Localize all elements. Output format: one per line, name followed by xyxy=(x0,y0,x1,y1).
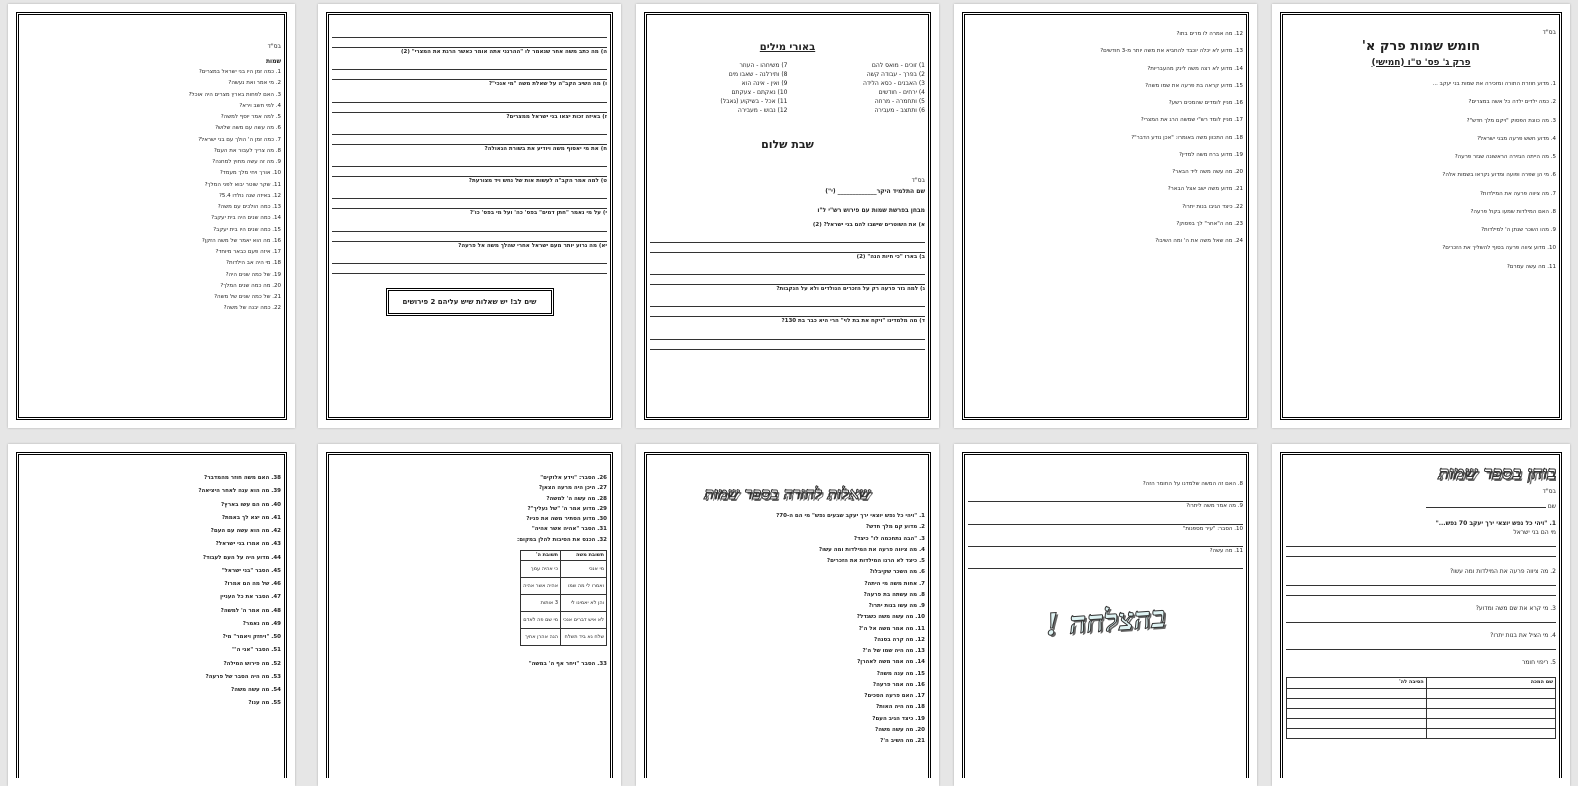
name-label: שם xyxy=(1547,503,1556,510)
question-item: 5. כיצד לא הרגו המילדות את הזכרים? xyxy=(826,558,925,564)
table-row xyxy=(1287,708,1556,718)
question-list xyxy=(332,474,607,544)
question-list xyxy=(22,474,281,708)
question-item: 27. היכן היה מרעה הצאן? xyxy=(538,485,607,492)
glossary-item: 10) נאקתם - צעקתם xyxy=(731,89,788,96)
question-item: 32. הכנס את הסיבות להלן במקום: xyxy=(517,536,607,543)
question-item: 45. הסבר "בני ישראל" xyxy=(221,567,281,574)
answer-line[interactable] xyxy=(332,70,607,80)
question-item: 18. מה היה האות? xyxy=(875,704,925,711)
question-item: 39. מה הוא ענה לאחר היציאה? xyxy=(198,488,281,495)
question-item: 9. מהו השכר שנתן ה' למילדות? xyxy=(1481,227,1556,233)
question-list xyxy=(332,48,607,274)
page-thumbnail-1[interactable] xyxy=(8,4,295,428)
table-header: תשובת משה xyxy=(561,550,607,561)
question-item: 40. מה הם עשו בארץ? xyxy=(221,501,281,508)
question-item: 28. מה עשה ה' למשה? xyxy=(546,495,607,502)
glossary-item: 12) נבוש - מעבירה xyxy=(737,107,788,114)
table-header: תשובת ה' xyxy=(521,550,561,561)
table-cell[interactable] xyxy=(1287,728,1427,738)
question-item: 16. מניין לומדים שהמכים רשע? xyxy=(1168,100,1243,106)
question-item: 52. מה פירוש המילה? xyxy=(223,660,281,667)
table-cell[interactable] xyxy=(1426,688,1555,698)
question-item: 13. כמה הולכים עם משה? xyxy=(217,204,281,210)
table-cell[interactable] xyxy=(1287,688,1427,698)
page-title: שמות xyxy=(265,58,281,65)
question-item: 17. מניין לומד רש"י שמשה הרג את המצרי? xyxy=(1140,117,1243,124)
question-item: 24. מה שאל משה את ה' ומה השיבו? xyxy=(1155,238,1243,244)
question-item: 9. מה זה עשה מחוץ למחנה? xyxy=(212,159,281,165)
answer-line[interactable] xyxy=(332,199,607,209)
question-item: 21. מה השיב ה'? xyxy=(880,738,925,744)
glossary-item: 2) בפרך - עבודה קשה xyxy=(866,71,925,78)
glossary-item: 3) האבנים - כסא הלידה xyxy=(862,80,925,87)
table-row xyxy=(1287,698,1556,708)
page-thumbnail-8[interactable] xyxy=(636,444,939,786)
page-title: חומש שמות פרק א' xyxy=(1361,39,1481,54)
success-banner: בהצלחה ! xyxy=(1044,599,1167,644)
question-item: 17. איזה פעם כבאר מיוחד? xyxy=(215,249,281,255)
table-header: שם המכה xyxy=(1426,678,1555,689)
question-item: 42. מה הוא עשה עם העם? xyxy=(210,528,281,534)
question-item: ז) באיזה זכות יצאו בני ישראל ממצרים? xyxy=(506,113,607,120)
question-item: 8. האם המילדות שמעו בקול פרעה? xyxy=(1470,208,1556,215)
question-item: 17. האם פרעה הסכים? xyxy=(864,693,925,699)
answer-line[interactable] xyxy=(332,103,607,113)
question-item: 41. מה יצא לך באמת? xyxy=(221,514,281,521)
question-item: 51. הסבר "אני ה'" xyxy=(232,647,281,654)
page-thumbnail-4[interactable] xyxy=(954,4,1257,428)
table-row xyxy=(1287,688,1556,698)
answer-line[interactable] xyxy=(650,275,925,285)
table-cell: שלח נא ביד תשלח xyxy=(561,629,607,646)
answer-line[interactable] xyxy=(332,135,607,145)
q4: 4. מי הציל את בנות יתרו? xyxy=(1490,632,1556,639)
question-item: 50. "ויחזק ויאמר" מי? xyxy=(222,634,281,640)
answer-line[interactable] xyxy=(650,307,925,317)
question-item: 1. "ויהי כל נפש יוצאי ירך יעקב שבעים נפש" מי הם ה-70? xyxy=(776,513,925,519)
q5: 5. ריפוי חומר xyxy=(1521,659,1556,666)
question-item: 5. למה אמר יוסף למשה? xyxy=(220,114,281,120)
name-label: שם התלמיד היקר_____________ (י") xyxy=(825,187,925,195)
answer-line[interactable] xyxy=(332,157,607,167)
table-row xyxy=(1287,718,1556,728)
answer-line[interactable] xyxy=(650,265,925,275)
answer-line[interactable] xyxy=(650,233,925,243)
q1: 1. "ויהי כל נפש יוצאי ירך יעקב 70 נפש..." xyxy=(1435,520,1556,527)
answer-line[interactable] xyxy=(332,125,607,135)
question-item: 7. אחות משה מי היתה? xyxy=(864,580,925,587)
glossary-item: 1) זוכים - מואס להם xyxy=(871,62,925,69)
table-cell: הנה אהרן אחיך xyxy=(521,629,561,646)
shabbat-shalom: שבת שלום xyxy=(761,138,814,151)
question-item: ו) מה השיב הקב"ה על שאלת משה "מי אנכי"? xyxy=(488,81,607,88)
page-header: בס"ד xyxy=(911,176,925,184)
glossary-item: 5) ותחמרה - מרחה xyxy=(874,98,925,105)
table-cell[interactable] xyxy=(1426,718,1555,728)
question-item: 3. האם לפחות בארץ מצרים היה אוכל? xyxy=(188,91,281,98)
question-item: 23. מה ה"אחר" לך בפסוק? xyxy=(1176,220,1243,227)
question-item: 10. מדוע ציווה פרעה בסוף להשליך את הזכרים? xyxy=(1442,245,1556,252)
page-thumbnail-2[interactable] xyxy=(318,4,621,428)
table-cell: לא איש דברים אנכי xyxy=(561,612,607,629)
question-item: 49. מה נאמר? xyxy=(242,620,281,627)
table-cell[interactable] xyxy=(1426,708,1555,718)
page-subtitle: פרק ג' פס' ט"ו (חמישי) xyxy=(1371,57,1471,68)
question-item: 3. מה כוונת הפסוק "ויקם מלך חדש"? xyxy=(1466,117,1556,124)
question-item: יא) מה גרוע יותר מעם ישראל אחרי שהלך משה אל פרעה? xyxy=(458,242,607,249)
question-item: 53. מה היה הסבר של פרעה? xyxy=(205,673,281,680)
answer-line[interactable] xyxy=(332,189,607,199)
q2: 2. מה ציווה פרעה את המילדות ומה עשו? xyxy=(1450,568,1556,575)
question-item: 19. של כמה שנים היה? xyxy=(225,271,281,278)
answer-line[interactable] xyxy=(968,537,1243,547)
question-item: 16. מה אמר פרעה? xyxy=(872,681,925,688)
page-header: בס"ד xyxy=(267,43,281,50)
question-item: 8. האם זה המשה שלמדנו על החומר הזה? xyxy=(1142,481,1243,487)
question-item: ח) את מי יאסוף משה ויודיע את בשורת הגאולה? xyxy=(484,145,607,152)
question-item: 31. הסבר "אהיה אשר אהיה" xyxy=(531,526,607,533)
page-title: שאלות לחזרה בספר שמות xyxy=(704,484,871,503)
page-header: בס"ד xyxy=(1542,488,1556,495)
question-item: 12. באיזה שנה נולדו 5.4? xyxy=(218,192,281,199)
footer-question: 33. הסבר "ויחר אף ה' במשה" xyxy=(528,661,607,668)
quiz-title: מבחן בפרשת שמות עם פירוש רש"י ל"ו xyxy=(817,206,925,214)
table-row xyxy=(521,612,607,629)
table-row xyxy=(521,595,607,612)
glossary-item: 6) ותתצב - מעבירה xyxy=(874,107,925,114)
question-item: ג) למה גזר פרעה רק על הזכרים הנולדים ולא על הנקבות? xyxy=(776,286,925,292)
question-item: ד) מה מלמדינו "ויקח את בת לוי" הרי היא כבר בת 130? xyxy=(781,318,925,325)
question-list xyxy=(650,221,925,350)
answer-line[interactable] xyxy=(650,243,925,253)
question-item: 1. מדוע חוזרת התורה ומזכירה את שמות בני יעקב ... xyxy=(1432,81,1556,87)
question-item: 9. מה אמר משה ליתרו? xyxy=(1186,503,1243,510)
question-list xyxy=(968,480,1243,569)
question-item: 4. מה ציווה פרעה את המילדות ומה עשו? xyxy=(818,546,925,553)
question-item: 14. מה אמר משה לאהרן? xyxy=(857,659,925,666)
question-item: 10. אורך ויחי מלך מעמד? xyxy=(219,170,281,177)
question-item: 19. כיצד הגיב העם? xyxy=(872,715,925,722)
answer-line[interactable] xyxy=(332,264,607,274)
question-item: ב) בארו "כי חיות הנה" (2) xyxy=(856,253,925,260)
question-item: 26. הסבר: "וידע אלוקים" xyxy=(540,475,607,481)
glossary-title: באורי מילים xyxy=(759,42,816,53)
question-item: 2. מי אמר ואת נעשה? xyxy=(228,80,281,87)
question-item: 47. הסבר את כל העניין xyxy=(220,594,281,601)
question-item: 7. כמה זמן ה' הולך עם בני ישראל? xyxy=(198,136,281,143)
table-cell[interactable] xyxy=(1426,698,1555,708)
question-item: 6. מי הן שפרה ופועה ומדוע נקראו בשמות אלה? xyxy=(1442,172,1556,179)
answer-line[interactable] xyxy=(968,515,1243,525)
page-thumbnail-9[interactable] xyxy=(954,444,1257,786)
question-item: 12. מה קרה בסנה? xyxy=(874,636,925,643)
question-item: 46. של מה הם אמרו? xyxy=(224,581,281,587)
question-list xyxy=(650,512,925,745)
answer-line[interactable] xyxy=(332,93,607,103)
question-item: 54. מה עשה משה? xyxy=(231,687,281,693)
question-item: 12. מה אמרה לו מרים בתו? xyxy=(1176,31,1243,37)
question-item: 5. מה הייתה הגזירה הראשונה שגזר פרעה? xyxy=(1454,154,1556,160)
answer-line[interactable] xyxy=(650,297,925,307)
question-item: 48. מה אמר ה' למשה? xyxy=(220,607,281,614)
question-item: 29. מדוע אמר ה' "של נעליך"? xyxy=(527,505,607,512)
answer-line[interactable] xyxy=(332,232,607,242)
answer-line[interactable] xyxy=(650,340,925,350)
question-item: 9. מה עשו בנות יתרו? xyxy=(868,603,925,609)
question-item: א) את השוטרים שישבו להם בני ישראל? (2) xyxy=(812,221,925,228)
table-cell: מי אנכי xyxy=(561,561,607,578)
question-list xyxy=(968,30,1243,245)
question-item: י) על מי נאמר "חתן דמים" בפס' כה' ועל מי בפס' כו'? xyxy=(469,210,607,217)
table-cell[interactable] xyxy=(1426,728,1555,738)
question-item: 18. מי היה אב הילדות? xyxy=(226,260,281,267)
table-row xyxy=(521,578,607,595)
table-header: הסיבה לה' xyxy=(1287,678,1427,689)
question-item: 55. מה ענו? xyxy=(248,700,281,707)
table-row xyxy=(521,561,607,578)
question-item: 13. מדוע לא יכלה יוכבד להחביא את משה יותר מ-3 חודשים? xyxy=(1100,48,1243,55)
page-thumbnail-7[interactable] xyxy=(318,444,621,786)
question-item: 1. כמה זמן היו בני ישראל במצרים? xyxy=(198,69,281,75)
question-item: 10. הסבר: "עיר מספנות" xyxy=(1182,525,1243,532)
table-cell: ואמרו לי מה שמו xyxy=(561,578,607,595)
answer-line[interactable] xyxy=(968,559,1243,569)
question-item: 4. מדוע חשש פרעה מבני ישראל? xyxy=(1477,135,1556,142)
question-item: 2. מדוע קם מלך חדש? xyxy=(865,524,925,531)
question-item: 11. מה עשה? xyxy=(1209,547,1243,554)
glossary-item: 4) ירחים - חודשים xyxy=(878,89,925,96)
question-item: 44. מדוע היה על העם לעבוד? xyxy=(202,554,281,561)
question-item: 8. מה צריך לעבור את העם? xyxy=(213,147,281,154)
question-list xyxy=(1286,80,1556,271)
table-cell: 3 אותות xyxy=(521,595,561,612)
question-item: ט) למה אמר הקב"ה לעשות אות של נחש ויד מצורעת? xyxy=(468,178,607,184)
question-item: 7. מה ציווה פרעה את המילדות? xyxy=(1480,190,1556,197)
question-item: 19. מדוע ברח משה למדין? xyxy=(1178,151,1243,158)
answer-line[interactable] xyxy=(332,167,607,177)
answers-table xyxy=(520,550,607,647)
glossary-item: 8) ותירלנה - שאבו מים xyxy=(728,71,788,78)
question-item: ה) מה כתב משה אחר שנאמר לו "ההרגני אתה אומר כאשר הרגת את המצרי" (2) xyxy=(401,49,607,55)
table-cell: והן לא יאמינו לי xyxy=(561,595,607,612)
question-item: 30. מדוע הסתיר משה את פניו? xyxy=(526,516,607,522)
question-item: 15. מה ענה משה? xyxy=(876,670,925,677)
page-header: בס"ד xyxy=(1542,29,1556,36)
question-item: 11. מה עשה עמרם? xyxy=(1506,263,1556,270)
question-item: 15. כמה שנים היו בית יעקב? xyxy=(213,226,281,233)
answer-line[interactable] xyxy=(332,254,607,264)
q1b: מי הם בני ישראל xyxy=(1513,529,1556,536)
answer-line[interactable] xyxy=(968,492,1243,502)
question-item: 43. מה אמרו בני ישראל? xyxy=(215,541,281,548)
question-item: 6. מה השכר שקיבלו? xyxy=(869,569,925,576)
question-item: 10. מה עשה משה כשגדל? xyxy=(856,614,925,621)
question-list xyxy=(22,68,281,313)
question-item: 11. מה אמר משה אל ה'? xyxy=(858,625,925,632)
page-thumbnail-6[interactable] xyxy=(8,444,295,786)
question-item: 13. מה היה שמו של ה'? xyxy=(862,648,925,654)
page-thumbnail-5[interactable] xyxy=(1272,4,1570,428)
plagues-table xyxy=(1286,677,1556,739)
question-item: 22. כיצד הגיבו בנות יתרו? xyxy=(1182,203,1243,210)
question-item: 3. "הבה נתחכמה לו" כיצד? xyxy=(853,535,925,542)
answer-line[interactable] xyxy=(332,60,607,70)
question-item: 38. האם משה חוזר מהמדבר? xyxy=(204,475,281,481)
table-row xyxy=(521,629,607,646)
question-item: 21. מדוע משה ישב אצל הבאר? xyxy=(1167,186,1243,193)
question-item: 14. מדוע לא רצה משה לינק מהעבריות? xyxy=(1147,65,1243,72)
question-item: 4. למי חשב וירא? xyxy=(239,102,281,109)
question-item: 18. מה התכוון משה באומרו: "אכן נודע הדבר"? xyxy=(1131,134,1243,141)
question-item: 6. מה עשה עם משה שלוש? xyxy=(215,125,281,132)
table-cell[interactable] xyxy=(1287,708,1427,718)
table-row xyxy=(1287,728,1556,738)
answer-line[interactable] xyxy=(332,222,607,232)
table-cell[interactable] xyxy=(1287,718,1427,728)
note-box: שים לב! יש שאלות שיש עליהם 2 פירושים xyxy=(386,288,554,317)
question-item: 14. כמה שנים היה בית יעקב? xyxy=(211,215,281,222)
question-item: 16. מה הוא יאמר של משה הזקן? xyxy=(201,237,281,244)
question-item: 22. כמה יבנה של משה? xyxy=(223,305,281,312)
question-item: 8. מה עשתה בת פרעה? xyxy=(863,591,925,598)
table-cell: אהיה אשר אהיה xyxy=(521,578,561,595)
table-cell: מי שם פה לאדם xyxy=(521,612,561,629)
page-thumbnail-10[interactable] xyxy=(1272,444,1570,786)
question-item: 2. כמה ילדים ילדה כל אשה במצרים? xyxy=(1468,99,1556,106)
question-item: 21. של כמה שנים של משה? xyxy=(214,294,281,300)
question-item: 20. מה כמה שנים המלך? xyxy=(220,282,281,289)
glossary-item: 9) ואין - אינה הוא xyxy=(741,80,788,87)
glossary-item: 7) משיחהו - העוזר xyxy=(739,62,788,69)
question-item: 11. שקר שוטר יבוא לפני המלך? xyxy=(204,181,281,188)
question-item: 15. מדוע קראה בת פרעה את שמו משה? xyxy=(1145,82,1243,89)
table-cell: כי אהיה עמך xyxy=(521,561,561,578)
table-cell[interactable] xyxy=(1287,698,1427,708)
glossary-item: 11) אכל - בשיקוע (גאבל) xyxy=(720,98,788,105)
question-item: 20. מה עשה משה ליד הבאר? xyxy=(1172,169,1243,175)
answer-line[interactable] xyxy=(650,330,925,340)
glossary-list xyxy=(650,61,925,115)
question-item: 20. מה עשה משה? xyxy=(875,726,925,733)
page-title: בוחן בספר שמות xyxy=(1438,463,1556,484)
page-thumbnail-3[interactable] xyxy=(636,4,939,428)
q3: 3. מי קרא את שם משה ומדוע? xyxy=(1475,605,1556,612)
